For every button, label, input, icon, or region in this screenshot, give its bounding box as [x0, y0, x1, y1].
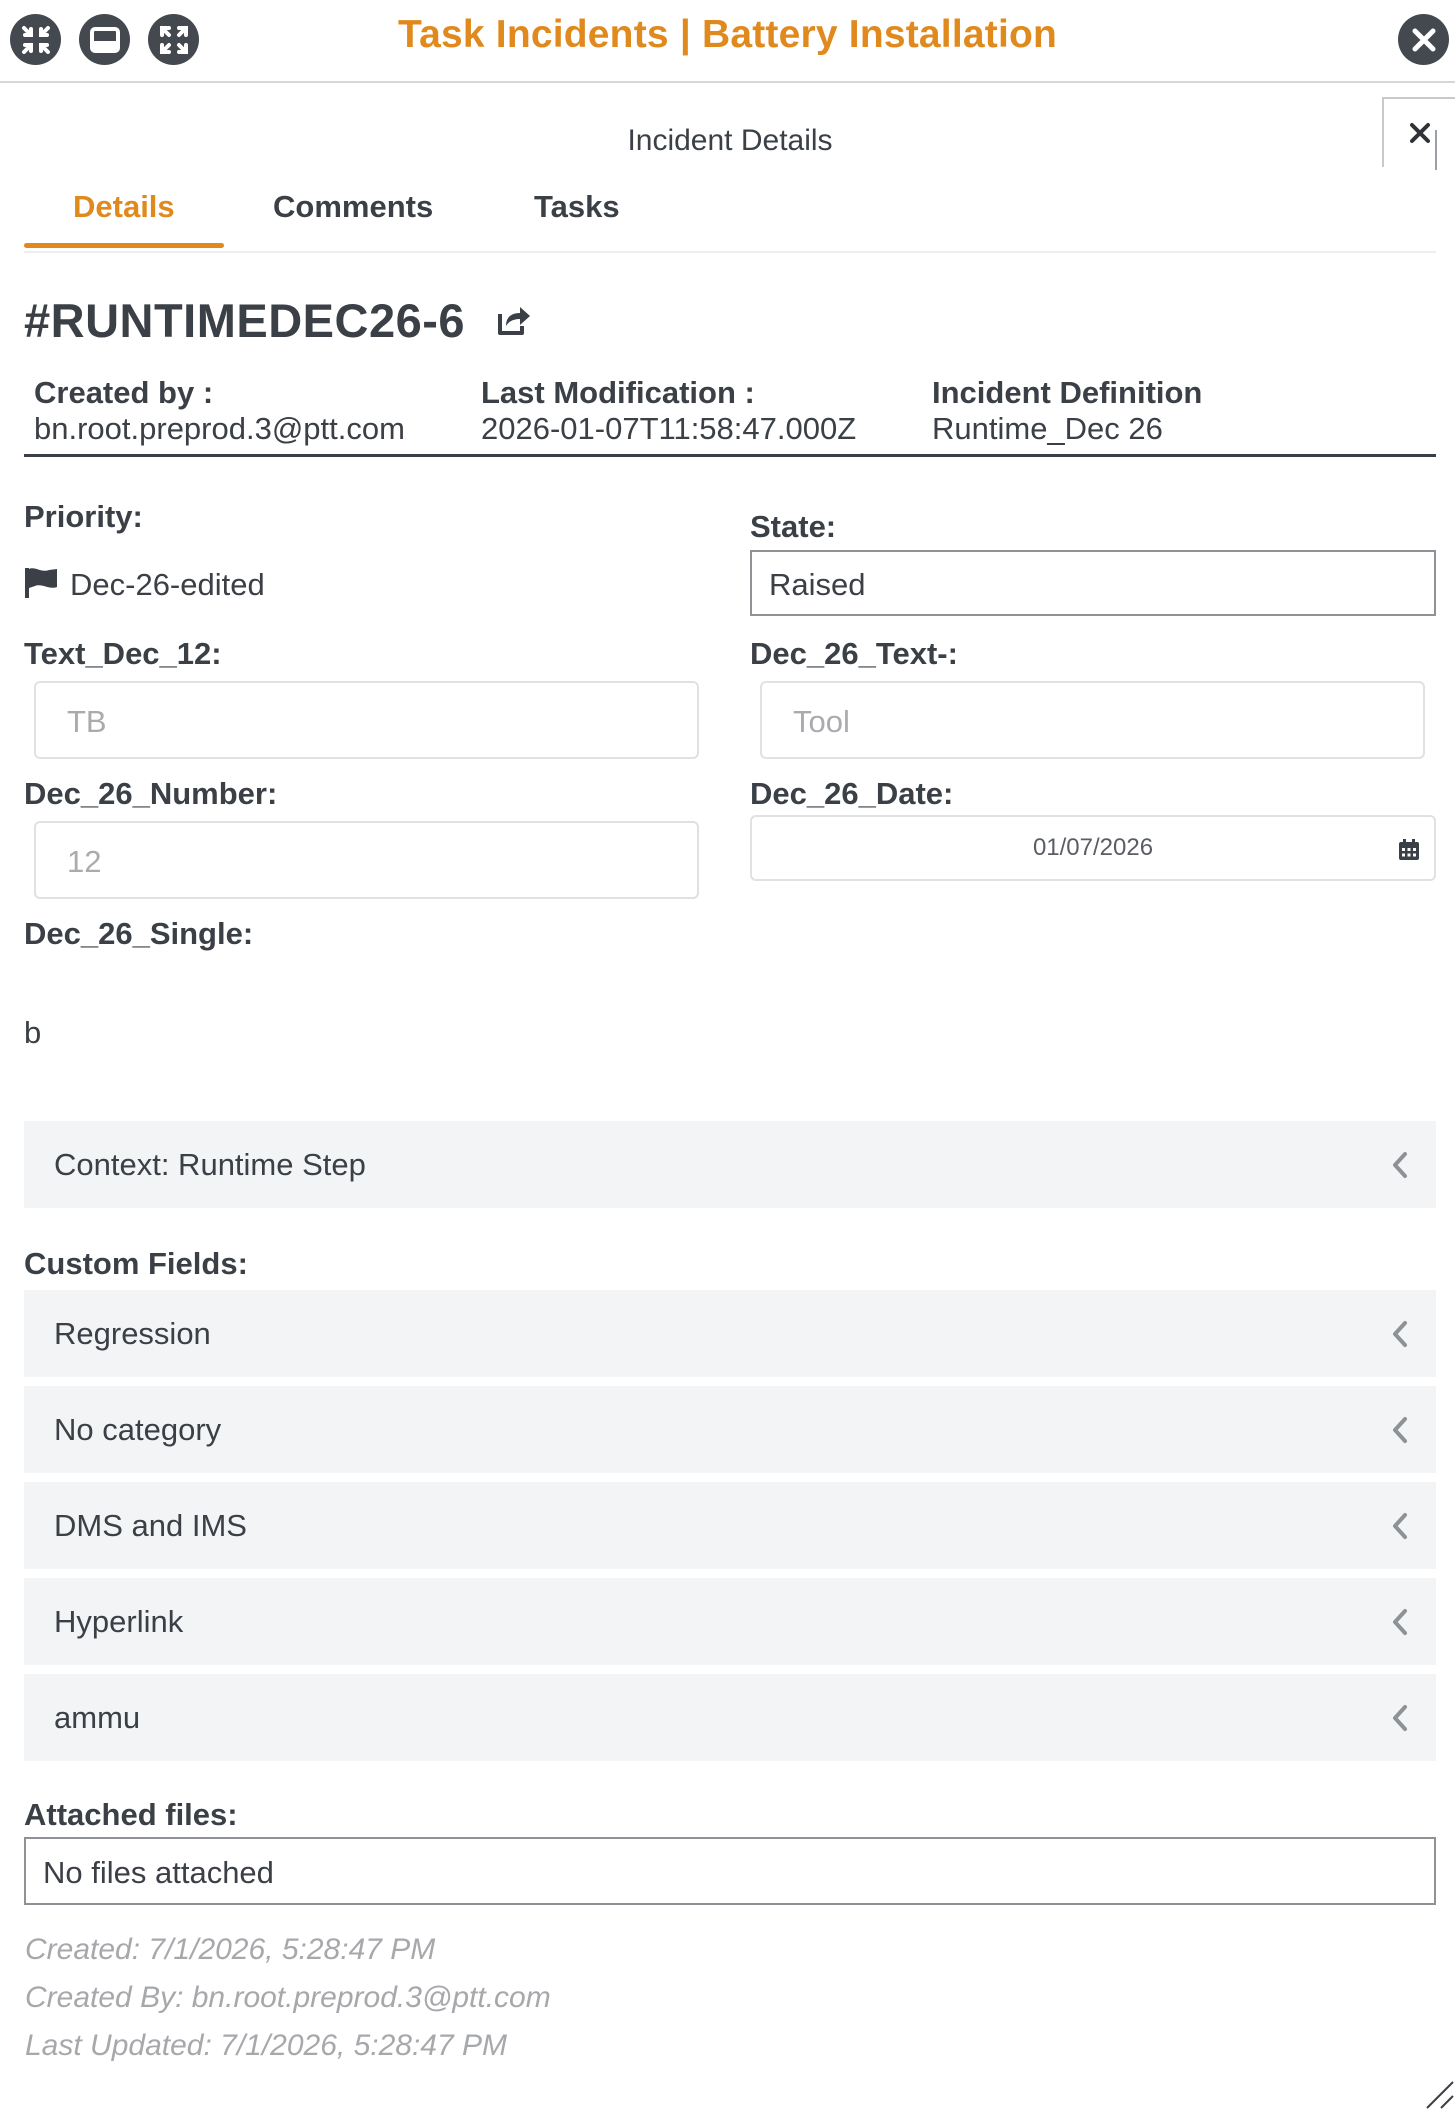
- attached-files-label: Attached files:: [24, 1797, 238, 1832]
- dec-26-date-value: 01/07/2026: [1032, 834, 1154, 861]
- chevron-left-icon: [1392, 1512, 1408, 1540]
- tab-details[interactable]: Details: [73, 189, 175, 224]
- window-title: Task Incidents | Battery Installation: [397, 13, 1058, 56]
- context-section-label: Context: Runtime Step: [54, 1147, 366, 1182]
- dec-26-text-value: Tool: [793, 704, 850, 739]
- text-dec-12-input[interactable]: [34, 681, 699, 759]
- created-by-label: Created by :: [34, 375, 214, 410]
- attached-files-empty: No files attached: [43, 1855, 274, 1890]
- last-modification-value: 2026-01-07T11:58:47.000Z: [481, 411, 857, 446]
- attached-files-box: [24, 1837, 1436, 1905]
- tab-comments[interactable]: Comments: [273, 189, 434, 224]
- custom-section-hyperlink[interactable]: [24, 1578, 1436, 1665]
- close-icon[interactable]: [1398, 14, 1449, 65]
- footer-created: Created: 7/1/2026, 5:28:47 PM: [25, 1933, 436, 1966]
- chevron-left-icon: [1392, 1320, 1408, 1348]
- created-by-value: bn.root.preprod.3@ptt.com: [34, 411, 405, 446]
- close-icon: [1408, 121, 1432, 145]
- meta-last-modification: [481, 375, 856, 447]
- footer-created-by: Created By: bn.root.preprod.3@ptt.com: [25, 1981, 551, 2014]
- tab-bar: [24, 175, 1436, 253]
- dec-26-number-label: Dec_26_Number:: [24, 776, 278, 811]
- priority-value: Dec-26-edited: [70, 567, 265, 602]
- panel-close-shadow: [1435, 130, 1437, 170]
- custom-section-label: ammu: [54, 1700, 141, 1735]
- flag-icon: [24, 567, 58, 599]
- incident-id: #RUNTIMEDEC26-6: [24, 294, 466, 347]
- state-label: State:: [750, 509, 837, 544]
- panel-close-button[interactable]: [1382, 97, 1455, 167]
- custom-section-label: DMS and IMS: [54, 1508, 247, 1543]
- dec-26-number-value: 12: [67, 844, 102, 879]
- footer-last-updated: Last Updated: 7/1/2026, 5:28:47 PM: [25, 2029, 508, 2062]
- custom-section-label: Hyperlink: [54, 1604, 184, 1639]
- chevron-left-icon: [1392, 1416, 1408, 1444]
- incident-definition-value: Runtime_Dec 26: [932, 411, 1163, 446]
- meta-incident-definition: [932, 375, 1202, 447]
- dec-26-text-input[interactable]: [760, 681, 1425, 759]
- calendar-icon[interactable]: [1398, 839, 1420, 861]
- priority-label: Priority:: [24, 499, 143, 534]
- dec-26-single-value: b: [24, 1015, 42, 1050]
- last-modification-label: Last Modification :: [481, 375, 755, 410]
- custom-section-no-category[interactable]: [24, 1386, 1436, 1473]
- dec-26-single-label: Dec_26_Single:: [24, 916, 254, 951]
- custom-section-ammu[interactable]: [24, 1674, 1436, 1761]
- active-tab-indicator: [24, 243, 224, 248]
- panel-title: Incident Details: [627, 124, 833, 157]
- custom-section-label: Regression: [54, 1316, 211, 1351]
- text-dec-12-label: Text_Dec_12:: [24, 636, 222, 671]
- custom-fields-label: Custom Fields:: [24, 1246, 248, 1281]
- tab-tasks[interactable]: Tasks: [534, 189, 620, 224]
- meta-created-by: [34, 375, 405, 447]
- incident-definition-label: Incident Definition: [932, 375, 1203, 410]
- window-titlebar: [0, 0, 1455, 83]
- dec-26-date-label: Dec_26_Date:: [750, 776, 954, 811]
- chevron-left-icon: [1392, 1608, 1408, 1636]
- text-dec-12-value: TB: [67, 704, 107, 739]
- resize-handle-icon[interactable]: [1415, 2070, 1455, 2110]
- meta-divider: [24, 454, 1436, 457]
- state-field[interactable]: [750, 550, 1436, 616]
- chevron-left-icon: [1392, 1704, 1408, 1732]
- state-value: Raised: [769, 567, 866, 602]
- context-section[interactable]: [24, 1121, 1436, 1208]
- chevron-left-icon: [1392, 1151, 1408, 1179]
- custom-section-dms-and-ims[interactable]: [24, 1482, 1436, 1569]
- share-icon[interactable]: [496, 304, 532, 341]
- dec-26-date-picker[interactable]: [750, 815, 1436, 881]
- custom-section-label: No category: [54, 1412, 222, 1447]
- dec-26-text-label: Dec_26_Text-:: [750, 636, 958, 671]
- dec-26-number-input[interactable]: [34, 821, 699, 899]
- custom-section-regression[interactable]: [24, 1290, 1436, 1377]
